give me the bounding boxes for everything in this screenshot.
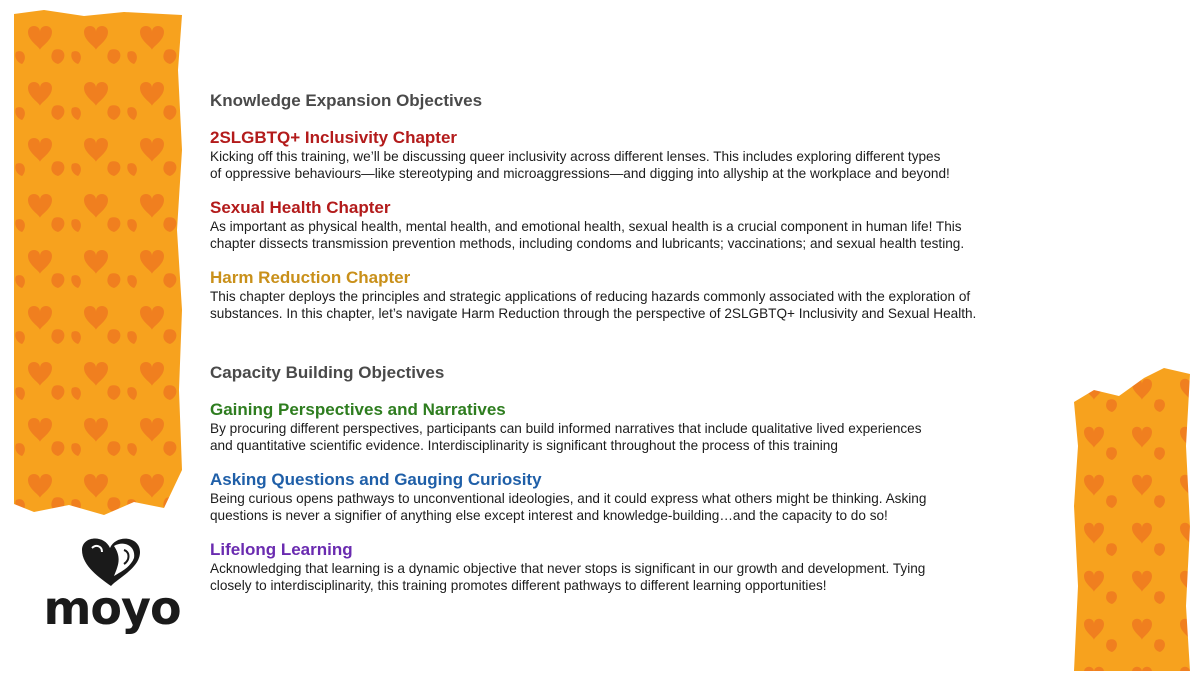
moyo-heart-icon xyxy=(38,532,186,588)
chapter-title: Gaining Perspectives and Narratives xyxy=(210,400,506,419)
chapter-body: By procuring different perspectives, participants can build informed narratives that include qualitative lived experiences and quantitative scientific evidence. Interdisciplinarity is significant throughout the process of this training xyxy=(210,421,922,453)
objectives-content xyxy=(210,90,1090,594)
chapter-body: This chapter deploys the principles and strategic applications of reducing hazards commonly associated with the exploration of substances. In this chapter, let’s navigate Harm Reduction through the perspective of 2SLGBTQ+ Inclusivity and Sexual Health. xyxy=(210,289,977,321)
capacity-section-title: Capacity Building Objectives xyxy=(210,363,445,382)
decorative-strip-left xyxy=(14,10,182,515)
logo-wordmark: moyo xyxy=(43,581,181,635)
chapter-body: As important as physical health, mental health, and emotional health, sexual health is a crucial component in human life! This chapter dissects transmission prevention methods, including condoms and lubricants; vaccinations; and sexual health testing. xyxy=(210,219,965,251)
chapter-sexual-health xyxy=(210,197,1090,252)
chapter-curiosity xyxy=(210,469,1090,524)
chapter-title: Harm Reduction Chapter xyxy=(210,268,411,287)
heart-leaf-pattern xyxy=(14,10,182,515)
chapter-inclusivity xyxy=(210,127,1090,182)
chapter-title: Sexual Health Chapter xyxy=(210,198,391,217)
chapter-body: Being curious opens pathways to unconventional ideologies, and it could express what others might be thinking. Asking questions is never a signifier of anything else except interest and knowledge-building…and the capacity to do so! xyxy=(210,491,927,523)
chapter-body: Acknowledging that learning is a dynamic objective that never stops is significant in our growth and development. Tying closely to interdisciplinarity, this training promotes different pathways to different learning opportunities! xyxy=(210,561,926,593)
chapter-title: Lifelong Learning xyxy=(210,540,353,559)
chapter-lifelong-learning xyxy=(210,539,1090,594)
chapter-harm-reduction xyxy=(210,267,1090,322)
chapter-body: Kicking off this training, we’ll be discussing queer inclusivity across different lenses. This includes exploring different types of oppressive behaviours—like stereotyping and microaggressions—and digging into allyship at the workplace and beyond! xyxy=(210,149,950,181)
moyo-logo xyxy=(38,532,186,636)
heart-leaf-pattern xyxy=(1074,366,1190,671)
chapter-perspectives xyxy=(210,399,1090,454)
knowledge-section-title: Knowledge Expansion Objectives xyxy=(210,91,483,110)
decorative-strip-right xyxy=(1074,366,1190,671)
chapter-title: Asking Questions and Gauging Curiosity xyxy=(210,470,542,489)
chapter-title: 2SLGBTQ+ Inclusivity Chapter xyxy=(210,128,458,147)
